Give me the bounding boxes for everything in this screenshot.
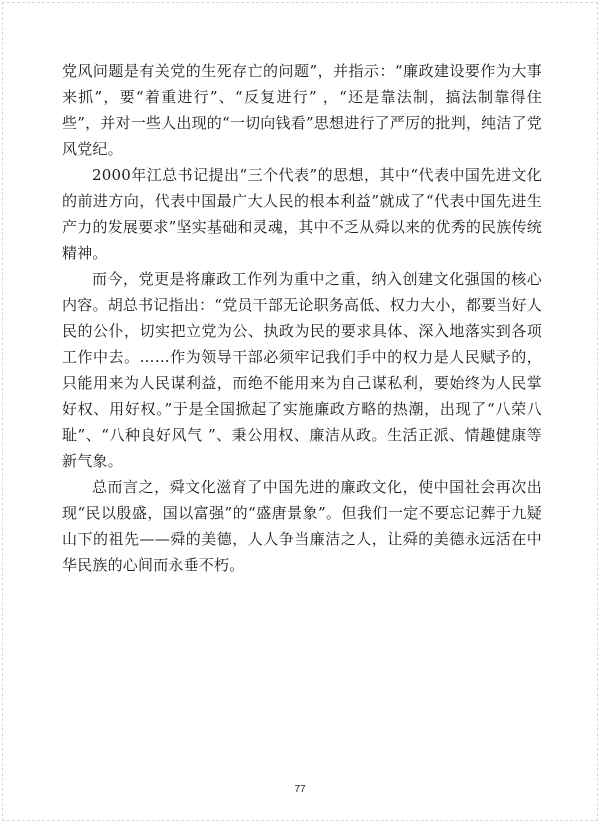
paragraph-4: 总而言之，舜文化滋育了中国先进的廉政文化，使中国社会再次出现“民以殷盛，国以富强”的“盛唐景象”。但我们一定不要忘记葬于九疑山下的祖先——舜的美德，人人争当廉洁之人，让舜的美德永远活在中华民族的心间而永垂不朽。 (62, 478, 542, 574)
body-text (62, 58, 542, 578)
paragraph-1: 党风问题是有关党的生死存亡的问题”，并指示：“廉政建设要作为大事来抓”，要“着重进行”、“反复进行” ，“还是靠法制，搞法制靠得住些”，并对一些人出现的“一切向钱看”思想进行了严厉的批判，纯洁了党风党纪。 (62, 62, 542, 158)
paragraph-3: 而今，党更是将廉政工作列为重中之重，纳入创建文化强国的核心内容。胡总书记指出：“党员干部无论职务高低、权力大小，都要当好人民的公仆，切实把立党为公、执政为民的要求具体、深入地落实到各项工作中去。……作为领导干部必须牢记我们手中的权力是人民赋予的，只能用来为人民谋利益，而绝不能用来为自己谋私利，要始终为人民掌好权、用好权。”于是全国掀起了实施廉政方略的热潮，出现了“八荣八耻”、“八种良好风气 ”、秉公用权、廉洁从政。生活正派、情趣健康等新气象。 (62, 270, 542, 470)
paragraph-2: 2000年江总书记提出“三个代表”的思想，其中“代表中国先进文化的前进方向，代表中国最广大人民的根本利益”就成了“代表中国先进生产力的发展要求”坚实基础和灵魂，其中不乏从舜以来的优秀的民族传统精神。 (62, 166, 542, 262)
page-number: 77 (294, 784, 306, 795)
